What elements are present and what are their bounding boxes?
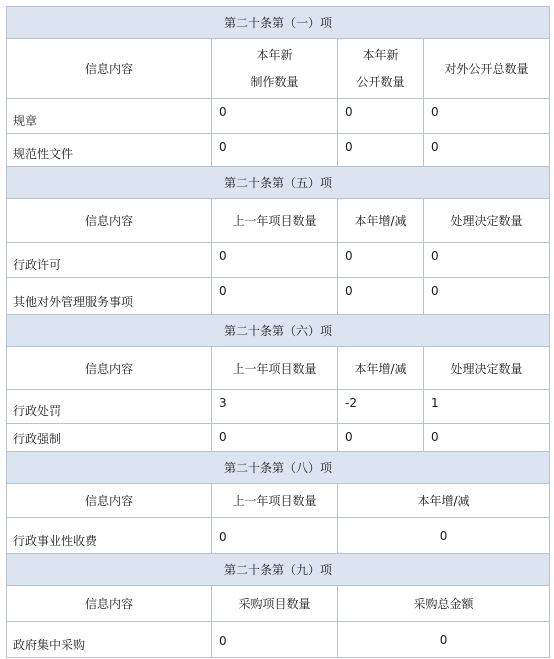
header-new-made-count [212, 39, 338, 99]
header-total-public-count: 对外公开总数量 [424, 39, 550, 99]
section-title: 第二十条第（六）项 [7, 315, 550, 347]
header-line: 本年新 [362, 47, 399, 62]
table-row [7, 424, 550, 452]
cell-value: 0 [212, 424, 338, 452]
cell-value: 0 [212, 518, 338, 554]
header-prev-year-count: 上一年项目数量 [212, 199, 338, 243]
header-line: 公开数量 [356, 74, 405, 89]
section-header-6 [7, 315, 550, 347]
disclosure-report [6, 6, 549, 658]
header-prev-year-count: 上一年项目数量 [212, 484, 338, 518]
cell-value: 0 [338, 278, 424, 315]
header-change: 本年增/减 [338, 199, 424, 243]
table-row [7, 390, 550, 424]
table-row [7, 518, 550, 554]
table-row [7, 243, 550, 278]
header-change: 本年增/减 [338, 484, 550, 518]
section-title: 第二十条第（八）项 [7, 452, 550, 484]
table-row [7, 99, 550, 134]
cell-value: 0 [424, 278, 550, 315]
header-prev-year-count: 上一年项目数量 [212, 347, 338, 390]
cell-value: 1 [424, 390, 550, 424]
cell-value: 0 [212, 622, 338, 658]
table-row [7, 278, 550, 315]
header-info-content: 信息内容 [7, 586, 212, 622]
header-line: 本年新 [256, 47, 293, 62]
row-label: 其他对外管理服务事项 [7, 278, 212, 315]
header-decision-count: 处理决定数量 [424, 199, 550, 243]
header-change: 本年增/减 [338, 347, 424, 390]
disclosure-table [6, 6, 550, 658]
cell-value: 3 [212, 390, 338, 424]
section-title: 第二十条第（九）项 [7, 554, 550, 586]
column-header-row [7, 484, 550, 518]
section-title: 第二十条第（五）项 [7, 167, 550, 199]
cell-value: 0 [212, 243, 338, 278]
cell-value: 0 [338, 622, 550, 658]
row-label: 行政许可 [7, 243, 212, 278]
header-info-content: 信息内容 [7, 39, 212, 99]
header-line: 制作数量 [250, 74, 299, 89]
section-title: 第二十条第（一）项 [7, 7, 550, 39]
header-info-content: 信息内容 [7, 347, 212, 390]
cell-value: 0 [424, 134, 550, 167]
column-header-row [7, 347, 550, 390]
table-row [7, 134, 550, 167]
cell-value: 0 [212, 278, 338, 315]
cell-value: 0 [338, 518, 550, 554]
cell-value: 0 [338, 99, 424, 134]
header-info-content: 信息内容 [7, 484, 212, 518]
row-label: 规章 [7, 99, 212, 134]
section-header-5 [7, 167, 550, 199]
header-decision-count: 处理决定数量 [424, 347, 550, 390]
header-procurement-amount: 采购总金额 [338, 586, 550, 622]
cell-value: 0 [424, 424, 550, 452]
column-header-row [7, 39, 550, 99]
row-label: 政府集中采购 [7, 622, 212, 658]
cell-value: 0 [212, 99, 338, 134]
cell-value: -2 [338, 390, 424, 424]
column-header-row [7, 586, 550, 622]
header-new-public-count [338, 39, 424, 99]
cell-value: 0 [338, 424, 424, 452]
cell-value: 0 [424, 99, 550, 134]
cell-value: 0 [212, 134, 338, 167]
section-header-8 [7, 452, 550, 484]
row-label: 行政事业性收费 [7, 518, 212, 554]
header-procurement-count: 采购项目数量 [212, 586, 338, 622]
header-info-content: 信息内容 [7, 199, 212, 243]
row-label: 规范性文件 [7, 134, 212, 167]
cell-value: 0 [424, 243, 550, 278]
section-header-1 [7, 7, 550, 39]
row-label: 行政强制 [7, 424, 212, 452]
column-header-row [7, 199, 550, 243]
cell-value: 0 [338, 134, 424, 167]
section-header-9 [7, 554, 550, 586]
table-row [7, 622, 550, 658]
cell-value: 0 [338, 243, 424, 278]
row-label: 行政处罚 [7, 390, 212, 424]
